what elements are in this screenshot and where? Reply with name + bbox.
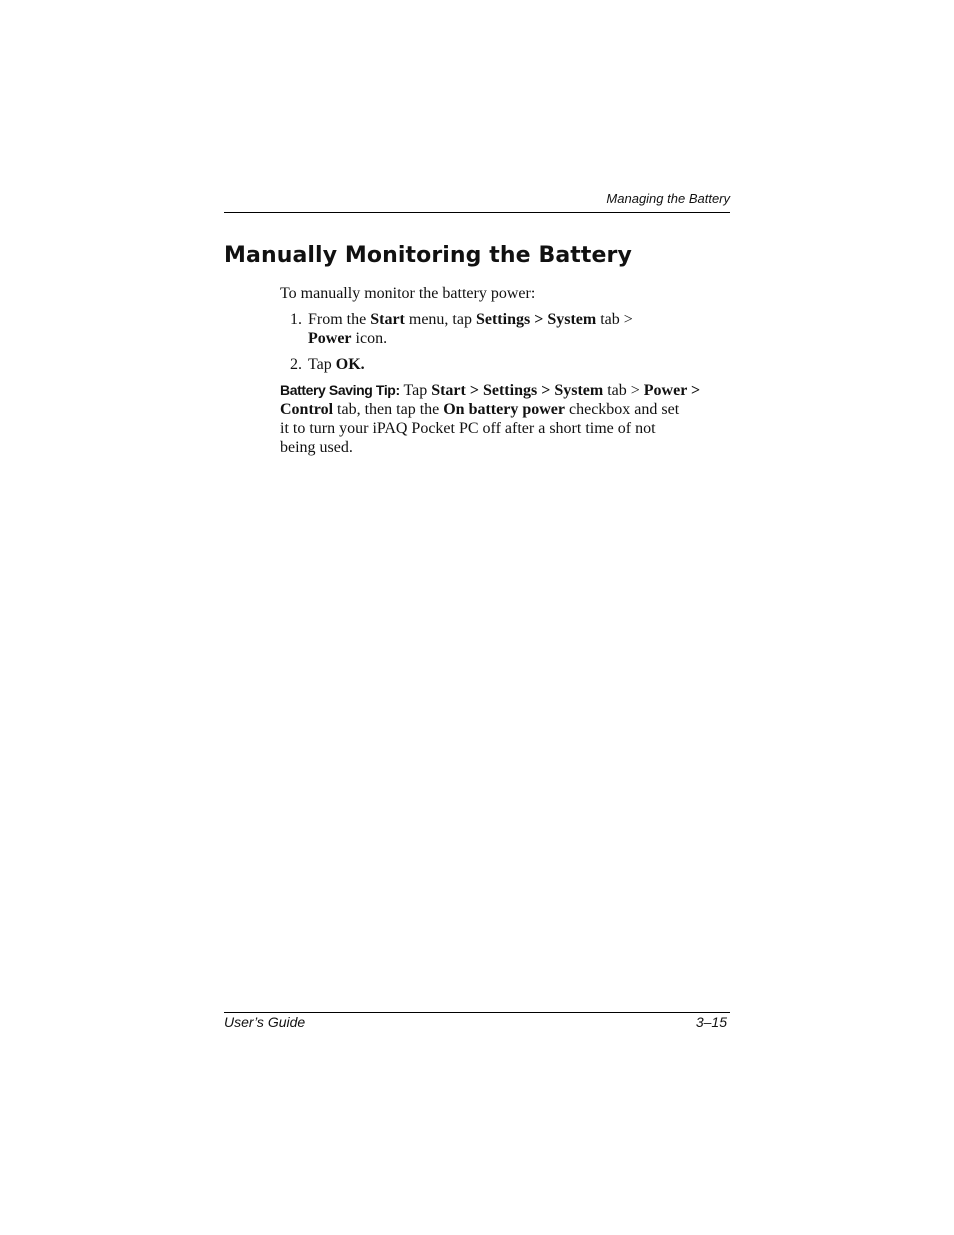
section-title: Manually Monitoring the Battery xyxy=(224,243,632,268)
intro-paragraph: To manually monitor the battery power: xyxy=(280,285,536,302)
header-rule xyxy=(224,212,730,213)
footer-guide-title: User’s Guide xyxy=(224,1014,306,1030)
tip-label: Battery Saving Tip: xyxy=(280,382,400,398)
step-text: Tap OK. xyxy=(308,356,365,373)
step-number: 1. xyxy=(290,311,302,328)
running-header: Managing the Battery xyxy=(606,191,730,206)
step-text: From the Start menu, tap Settings > System tab > Power icon. xyxy=(308,311,633,347)
battery-saving-tip: Battery Saving Tip: Tap Start > Settings > System tab > Power > Control tab, then tap the On battery power checkbox and set it to turn your iPAQ Pocket PC off after a short time of not being used. xyxy=(280,382,701,456)
page-number: 3–15 xyxy=(695,1014,727,1030)
footer-rule xyxy=(224,1012,730,1013)
step-number: 2. xyxy=(290,356,302,373)
